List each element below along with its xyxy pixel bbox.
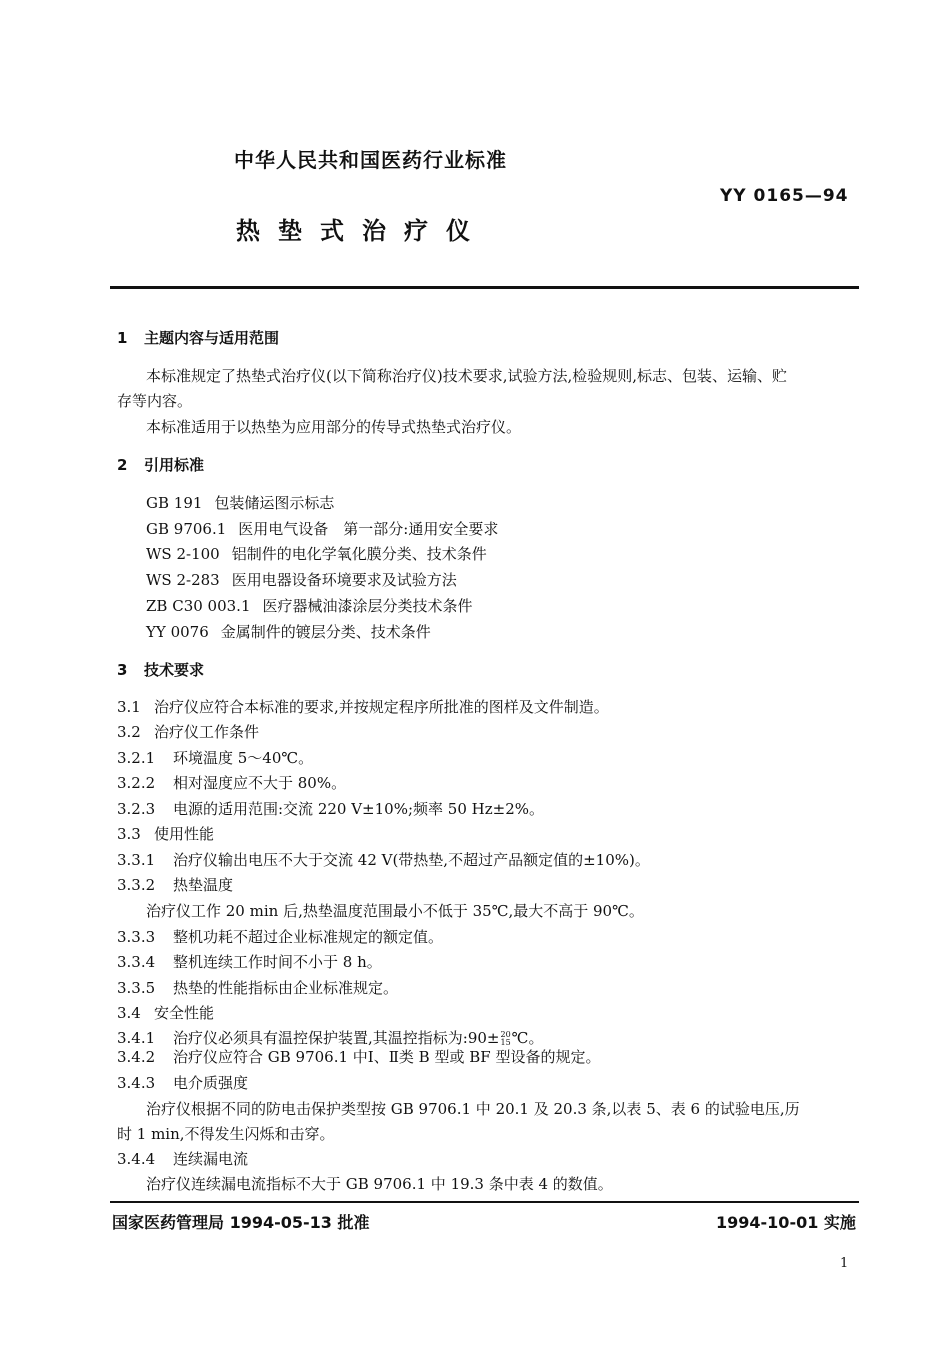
reference-code: WS 2-100: [146, 545, 220, 563]
clause-text: 环境温度 5～40℃。: [173, 749, 314, 767]
reference-item: [146, 518, 498, 539]
clause-text: 相对湿度应不大于 80%。: [173, 774, 347, 792]
clause: [117, 1046, 600, 1067]
section-1-para-1-line-1: 本标准规定了热垫式治疗仪(以下简称治疗仪)技术要求,试验方法,检验规则,标志、包装、运输、贮: [146, 367, 788, 385]
clause-body-line-2: 时 1 min,不得发生闪烁和击穿。: [117, 1125, 335, 1143]
clause: [117, 1072, 248, 1093]
unit: ℃。: [511, 1029, 544, 1047]
clause-text: 电介质强度: [173, 1074, 249, 1092]
clause-body: 治疗仪工作 20 min 后,热垫温度范围最小不低于 35℃,最大不高于 90℃。: [146, 902, 644, 920]
clause-text: 热垫的性能指标由企业标准规定。: [173, 979, 399, 997]
tolerance-upper: 20: [500, 1030, 511, 1039]
reference-code: WS 2-283: [146, 571, 220, 589]
approval-line: 国家医药管理局 1994-05-13 批准: [112, 1213, 370, 1232]
footer-divider: [110, 1201, 859, 1203]
section-2-heading: [117, 454, 204, 475]
document-title: 热垫式治疗仪: [236, 217, 488, 245]
clause-number: 3.3: [117, 825, 141, 843]
clause: [117, 721, 259, 742]
reference-name: 包装储运图示标志: [214, 494, 335, 512]
clause-text: 安全性能: [154, 1004, 215, 1022]
clause-number: 3.2: [117, 723, 141, 741]
clause-text: 连续漏电流: [173, 1150, 249, 1168]
clause: [117, 747, 313, 768]
reference-item: [146, 595, 473, 616]
section-1-para-1-line-2: 存等内容。: [117, 392, 193, 410]
clause: [117, 823, 214, 844]
section-1-para-2: 本标准适用于以热垫为应用部分的传导式热垫式治疗仪。: [146, 418, 522, 436]
clause: [117, 926, 443, 947]
clause-number: 3.3.2: [117, 876, 156, 894]
clause: [117, 798, 544, 819]
clause-number: 3.3.1: [117, 851, 156, 869]
clause-number: 3.2.1: [117, 749, 156, 767]
reference-name: 铝制件的电化学氧化膜分类、技术条件: [231, 545, 487, 563]
section-1-heading: [117, 327, 279, 348]
clause-number: 3.3.3: [117, 928, 156, 946]
reference-name: 医用电气设备 第一部分:通用安全要求: [238, 520, 499, 538]
clause-number: 3.4.2: [117, 1048, 156, 1066]
reference-name: 金属制件的镀层分类、技术条件: [220, 623, 431, 641]
clause-body-line-1: 治疗仪根据不同的防电击保护类型按 GB 9706.1 中 20.1 及 20.3 条,以表 5、表 6 的试验电压,历: [146, 1100, 800, 1118]
clause: [117, 977, 398, 998]
clause-text: 治疗仪应符合本标准的要求,并按规定程序所批准的图样及文件制造。: [154, 698, 609, 716]
section-number: 1: [117, 329, 128, 347]
clause: [117, 1002, 214, 1023]
clause-text: 整机连续工作时间不小于 8 h。: [173, 953, 382, 971]
reference-name: 医用电器设备环境要求及试验方法: [231, 571, 457, 589]
clause: [117, 1148, 248, 1169]
clause: [117, 696, 609, 717]
clause-number: 3.2.2: [117, 774, 156, 792]
effective-date: 1994-10-01 实施: [716, 1213, 856, 1232]
reference-code: GB 191: [146, 494, 203, 512]
clause-body: 治疗仪连续漏电流指标不大于 GB 9706.1 中 19.3 条中表 4 的数值。: [146, 1175, 613, 1193]
clause-number: 3.4.1: [117, 1029, 156, 1047]
clause: [117, 849, 650, 870]
clause-number: 3.4.3: [117, 1074, 156, 1092]
clause-text: 电源的适用范围:交流 220 V±10%;频率 50 Hz±2%。: [173, 800, 544, 818]
reference-code: YY 0076: [146, 623, 209, 641]
clause: [117, 874, 233, 895]
clause-number: 3.4.4: [117, 1150, 156, 1168]
clause-text: 治疗仪输出电压不大于交流 42 V(带热垫,不超过产品额定值的±10%)。: [173, 851, 650, 869]
reference-item: [146, 621, 431, 642]
section-number: 2: [117, 456, 128, 474]
header-divider: [110, 286, 859, 289]
clause-text: 治疗仪必须具有温控保护装置,其温控指标为:90±: [173, 1029, 500, 1047]
page-number: 1: [840, 1256, 849, 1271]
section-title: 主题内容与适用范围: [144, 329, 280, 347]
clause-3-4-1: [117, 1027, 543, 1048]
reference-name: 医疗器械油漆涂层分类技术条件: [262, 597, 473, 615]
clause-number: 3.2.3: [117, 800, 156, 818]
clause-text: 整机功耗不超过企业标准规定的额定值。: [173, 928, 444, 946]
tolerance: [500, 1031, 510, 1047]
clause-text: 使用性能: [154, 825, 215, 843]
issuing-authority-title: 中华人民共和国医药行业标准: [234, 148, 507, 172]
tolerance-lower: 15: [500, 1038, 511, 1047]
reference-item: [146, 569, 457, 590]
section-number: 3: [117, 661, 128, 679]
section-title: 技术要求: [144, 661, 205, 679]
clause-number: 3.3.4: [117, 953, 156, 971]
clause-text: 治疗仪工作条件: [154, 723, 260, 741]
clause-text: 热垫温度: [173, 876, 234, 894]
clause-number: 3.3.5: [117, 979, 156, 997]
clause-number: 3.4: [117, 1004, 141, 1022]
clause: [117, 772, 346, 793]
reference-item: [146, 543, 487, 564]
clause: [117, 951, 382, 972]
standard-number: YY 0165—94: [720, 186, 849, 206]
reference-code: GB 9706.1: [146, 520, 227, 538]
reference-code: ZB C30 003.1: [146, 597, 251, 615]
clause-text: 治疗仪应符合 GB 9706.1 中Ⅰ、Ⅱ类 B 型或 BF 型设备的规定。: [173, 1048, 601, 1066]
section-3-heading: [117, 659, 204, 680]
reference-item: [146, 492, 334, 513]
section-title: 引用标准: [144, 456, 205, 474]
clause-number: 3.1: [117, 698, 141, 716]
